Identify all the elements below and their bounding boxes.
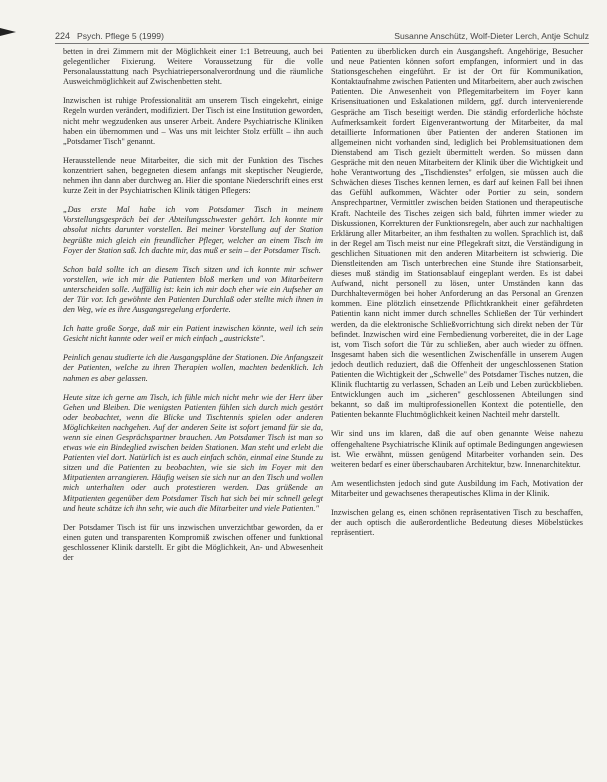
- body-paragraph: Herausstellende neue Mitarbeiter, die sich mit der Funktion des Tisches konzentriert sahen, begegneten diesem anfangs mit skeptischer Neugierde, nehmen ihn dann aber durchweg an. Hier die spontane Niederschrift eines erst kurze Zeit in der Psychiatrischen Klinik tätigen Pflegers:: [63, 155, 323, 196]
- quote-paragraph: Ich hatte große Sorge, daß mir ein Patient inzwischen könnte, weil ich sein Gesicht nicht kannte oder weil er mich einfach „austrickste".: [63, 324, 323, 344]
- body-paragraph: Am wesentlichsten jedoch sind gute Ausbildung im Fach, Motivation der Mitarbeiter und gewachsenes therapeutisches Klima in der Klinik.: [331, 478, 583, 498]
- quote-paragraph: Peinlich genau studierte ich die Ausgangspläne der Stationen. Die Anfangszeit der Patienten, welche zu ihren Therapien wollen, machten bedenklich. Ich nahmen es aber gelassen.: [63, 353, 323, 383]
- quote-paragraph: Heute sitze ich gerne am Tisch, ich fühle mich nicht mehr wie der Herr über Gehen und Bleiben. Die wenigsten Patienten fühlen sich durch mich gestört oder beobachtet, wenn die Blicke und Tischtennis spielen oder anderen Möglichkeiten nachgehen. Auf der anderen Seite ist sofort jemand für sie da, wenn sie einen Gesprächspartner brauchen. Am Potsdamer Tisch ist man so etwas wie ein Bindeglied zwischen beiden Stationen. Man steht und erlebt die Patienten viel dort. Natürlich ist es auch einfach schön, einmal eine Stunde zu sitzen und die Patienten zu beobachten, wie sie sich im Foyer mit den Mitpatienten arrangieren. Häufig weisen sie sich nur an den Tisch und wollen mich unterhalten oder auch protestieren werden. Das grüßende an Mitpatienten gegenüber dem Potsdamer Tisch hat sich bei mir schnell gelegt und heute schätze ich ihn sehr, wie auch die Mitarbeiter und viele Patienten.": [63, 392, 323, 513]
- body-paragraph: betten in drei Zimmern mit der Möglichkeit einer 1:1 Betreuung, auch bei gelegentlicher Fixierung. Weitere Voraussetzung für die volle Personalausstattung nach Psychiatriepersonalverordnung und die räumliche Ausweichmöglichkeit auf Zwischenbetten steht.: [63, 47, 323, 87]
- body-paragraph: Inzwischen gelang es, einen schönen repräsentativen Tisch zu beschaffen, der auch optisch die außerordentliche Bedeutung dieses Möbelstückes repräsentiert.: [331, 508, 583, 538]
- running-header: [55, 31, 589, 43]
- body-paragraph: Patienten zu überblicken durch ein Ausgangsheft. Angehörige, Besucher und neue Patienten können sofort empfangen, informiert und in das Stationsgeschehen eingeführt. Er ist der Ort für Kommunikation, Kontaktaufnahme zwischen Patienten und Mitarbeitern, aber auch zwischen Patienten. Die Anwesenheit von Pflegemitarbeitern im Foyer kann Krisensituationen und Eskalationen mildern, ggf. durch intervenierende Gespräche am Tisch beseitigt werden. Die ständig erforderliche höchste Aufmerksamkeit fordert Eigenverantwortung der Mitarbeiter, da mal detaillierte Informationen über Patienten der anderen Stationen im allgemeinen nicht vorhanden sind, lediglich bei Problemsituationen dem Dienstabend am Tisch gezielt übermittelt werden. So müssen dann Gespräche mit den neuen Mitarbeitern der Klinik über die Wichtigkeit und hohe Verantwortung des „Tischdienstes" erfolgen, sie müssen auch die Schwächen dieses Tisches kennen lernen, es darf auf keinen Fall bei ihnen das Gefühl aufkommen, Wächter oder Portier zu sein, sondern Ansprechpartner, Vermittler zwischen beiden Stationen und therapeutische Kraft. Nachteile des Tisches zeigen sich bald, führten immer wieder zu Diskussionen, Korrekturen der Funktionsregeln, aber auch zur nachhaltigen Erklärung aller Mitarbeiter, an ihm festhalten zu wollen. Sprachlich ist, daß in der Regel am Tisch meist nur eine Pflegekraft sitzt, die Verständigung in geschlichen Situationen mit den anderen Mitarbeitern ist schwierig. Die Dienstleitenden am Tisch unterbrechen eine Stunde ihre Stationsarbeit, dieses muß ständig im Stationsablauf eingeplant werden. Es ist dabei Aufwand, nicht personell zu lösen, unter Umständen kann das Durchhaltevermögen bei hoher Anforderung an das Personal an Grenzen kommen. Eine plötzlich einsetzende Pflichtkrankheit einer gefährdeten Patientin kann nicht immer durch schnelles Schließen der Tür verhindert werden, da die elektronische Schließvorrichtung sich direkt neben der Tür befindet. Inzwischen wird eine Fernbedienung vorbereitet, die in der Lage ist, vom Tisch sofort die Tür zu schließen, aber auch wieder zu öffnen. Insgesamt haben sich die wesentlichen Zwischenfälle in unserem Augen jedoch deutlich reduziert, daß die Offenheit der ungeschlossenen Station Patienten die Wichtigkeit der „Schwelle" des Potsdamer Tisches nutzen, die Klinik fluchtartig zu verlassen, Schaden an Leib und Leben zurückblieben. Entwicklungen auch im „sicheren" geschlossenen Abteilungen sind bekannt, so daß im multiprofessionellen Kontext die potentielle, den Patienten bekannte Fluchtmöglichkeit keinen Nachteil mehr darstellt.: [331, 47, 583, 420]
- quote-paragraph: Schon bald sollte ich an diesem Tisch sitzen und ich konnte mir schwer vorstellen, wie ich mir die Patienten bloß merken und von Mitarbeitern unterscheiden solle. Auffällig ist: kein ich mir doch eher wie ein Aufseher an der Tür vor. Ich gewöhnte den Patienten Durchlaß oder stellte mich ihnen in den Weg, wie es ihre Ausgangsregelung erforderte.: [63, 264, 323, 315]
- right-column: [331, 47, 583, 547]
- page-number: 224: [55, 31, 71, 41]
- quote-paragraph: „Das erste Mal habe ich vom Potsdamer Tisch in meinem Vorstellungsgespräch bei der Abteilungsschwester gehört. Ich konnte mir absolut nichts darunter vorstellen. Bei meiner Vorstellung auf der Station begrüßte mich gleich ein freundlicher Pfleger, welcher an einem Tisch im Foyer der Station saß. Ich dachte mir, das muß er sein – der Potsdamer Tisch.: [63, 205, 323, 255]
- article-authors: Susanne Anschütz, Wolf-Dieter Lerch, Antje Schulz: [394, 31, 589, 41]
- header-rule: [55, 43, 589, 44]
- left-column: [63, 47, 323, 572]
- body-paragraph: Inzwischen ist ruhige Professionalität am unserem Tisch eingekehrt, einige Regeln wurden verändert, modifiziert. Der Tisch ist eine Institution geworden, nicht mehr wegzudenken aus unserer Arbeit. Andere Psychiatrische Kliniken haben ein übernommen und – Was uns mit leichter Stolz erfüllt – ihn auch „Potsdamer Tisch" genannt.: [63, 96, 323, 146]
- body-paragraph: Der Potsdamer Tisch ist für uns inzwischen unverzichtbar geworden, da er einen guten und transparenten Kompromiß zwischen offener und funktional geschlossener Klinik darstellt. Er gibt die Möglichkeit, An- und Abwesenheit der: [63, 522, 323, 563]
- page-corner-mark: [0, 28, 16, 36]
- journal-title: Psych. Pflege 5 (1999): [77, 31, 164, 41]
- body-paragraph: Wir sind uns im klaren, daß die auf oben genannte Weise nahezu offengehaltene Psychiatrische Klinik auf optimale Bedingungen angewiesen ist. Wie erwähnt, müssen genügend Mitarbeiter vorhanden sein. Des weiteren bedarf es einer überschaubaren Architektur, bzw. Innenarchitektur.: [331, 429, 583, 469]
